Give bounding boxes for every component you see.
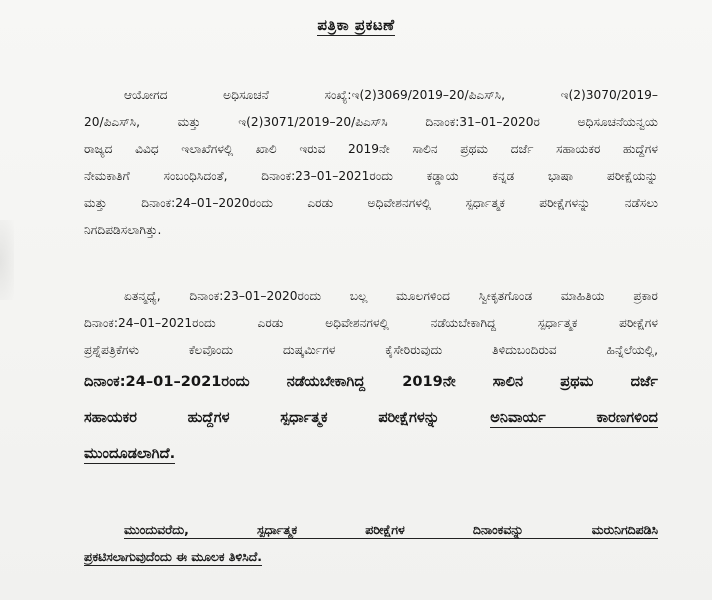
paragraph-1-line: 20/ಪಿಎಸ್‌ಸಿ, ಮತ್ತು ಇ(2)3071/2019–20/ಪಿಎಸ್‌ಸಿ ದಿನಾಂಕ:31–01–2020ರ ಅಧಿಸೂಚನೆಯನ್ವಯ: [84, 115, 658, 129]
document-title-text: ಪತ್ರಿಕಾ ಪ್ರಕಟಣೆ: [317, 16, 395, 34]
paragraph-3-line: [84, 543, 658, 570]
paragraph-2-bold-line: ದಿನಾಂಕ:24–01–2021ರಂದು ನಡೆಯಬೇಕಾಗಿದ್ದ 2019ನೇ ಸಾಲಿನ ಪ್ರಥಮ ದರ್ಜೆ: [84, 373, 658, 390]
bold-line-plain-text: ಸಹಾಯಕರ ಹುದ್ದೆಗಳ ಸ್ಪರ್ಧಾತ್ಮಕ ಪರೀಕ್ಷೆಗಳನ್ನು: [84, 409, 491, 426]
paragraph-3-line-text: ಪ್ರಕಟಿಸಲಾಗುವುದೆಂದು ಈ ಮೂಲಕ ತಿಳಿಸಿದೆ.: [84, 549, 262, 564]
postponed-notice-text: ಮುಂದೂಡಲಾಗಿದೆ.: [84, 445, 176, 462]
underlined-reason-text: ಅನಿವಾರ್ಯ ಕಾರಣಗಳಿಂದ: [490, 409, 658, 426]
paragraph-2-line: ಏತನ್ಮಧ್ಯೆ, ದಿನಾಂಕ:23–01–2020ರಂದು ಬಲ್ಲ ಮೂಲಗಳಿಂದ ಸ್ವೀಕೃತಗೊಂಡ ಮಾಹಿತಿಯ ಪ್ರಕಾರ: [124, 289, 658, 303]
paragraph-1-line: ನೇಮಕಾತಿಗೆ ಸಂಬಂಧಿಸಿದಂತೆ, ದಿನಾಂಕ:23–01–2021ರಂದು ಕಡ್ಡಾಯ ಕನ್ನಡ ಭಾಷಾ ಪರೀಕ್ಷೆಯನ್ನು: [84, 169, 658, 183]
paragraph-1-line: ಆಯೋಗದ ಅಧಿಸೂಚನೆ ಸಂಖ್ಯೆ:ಇ(2)3069/2019–20/ಪಿಎಸ್‌ಸಿ, ಇ(2)3070/2019–: [124, 88, 658, 102]
paragraph-2-line: ಪ್ರಶ್ನೆಪತ್ರಿಕೆಗಳು ಕೆಲವೊಂದು ದುಷ್ಕರ್ಮಿಗಳ ಕೈಸೇರಿರುವುದು ತಿಳಿದುಬಂದಿರುವ ಹಿನ್ನೆಲೆಯಲ್ಲಿ,: [84, 343, 658, 357]
page-edge-shadow: [0, 220, 14, 300]
paragraph-1-line: ನಿಗದಿಪಡಿಸಲಾಗಿತ್ತು.: [84, 223, 162, 237]
paragraph-1-line: ರಾಜ್ಯದ ವಿವಿಧ ಇಲಾಖೆಗಳಲ್ಲಿ ಖಾಲಿ ಇರುವ 2019ನೇ ಸಾಲಿನ ಪ್ರಥಮ ದರ್ಜೆ ಸಹಾಯಕರ ಹುದ್ದೆಗಳ: [84, 142, 658, 156]
paragraph-3: [84, 516, 658, 570]
paragraph-2-bold-line: [84, 400, 658, 436]
paragraph-2: [84, 283, 658, 472]
paragraph-3-line: [84, 516, 658, 543]
paragraph-2-line: ದಿನಾಂಕ:24–01–2021ರಂದು ಎರಡು ಅಧಿವೇಶನಗಳಲ್ಲಿ ನಡೆಯಬೇಕಾಗಿದ್ದ ಸ್ಪರ್ಧಾತ್ಮಕ ಪರೀಕ್ಷೆಗಳ: [84, 316, 658, 330]
paragraph-1: [84, 82, 658, 244]
paragraph-1-line: ಮತ್ತು ದಿನಾಂಕ:24–01–2020ರಂದು ಎರಡು ಅಧಿವೇಶನಗಳಲ್ಲಿ ಸ್ಪರ್ಧಾತ್ಮಕ ಪರೀಕ್ಷೆಗಳನ್ನು ನಡೆಸಲು: [84, 196, 658, 210]
document-title: [0, 16, 712, 34]
paragraph-2-bold-line: [84, 436, 658, 472]
paragraph-3-line-text: ಮುಂದುವರೆದು, ಸ್ಪರ್ಧಾತ್ಮಕ ಪರೀಕ್ಷೆಗಳ ದಿನಾಂಕವನ್ನು ಮರುನಿಗದಿಪಡಿಸಿ: [124, 522, 658, 537]
